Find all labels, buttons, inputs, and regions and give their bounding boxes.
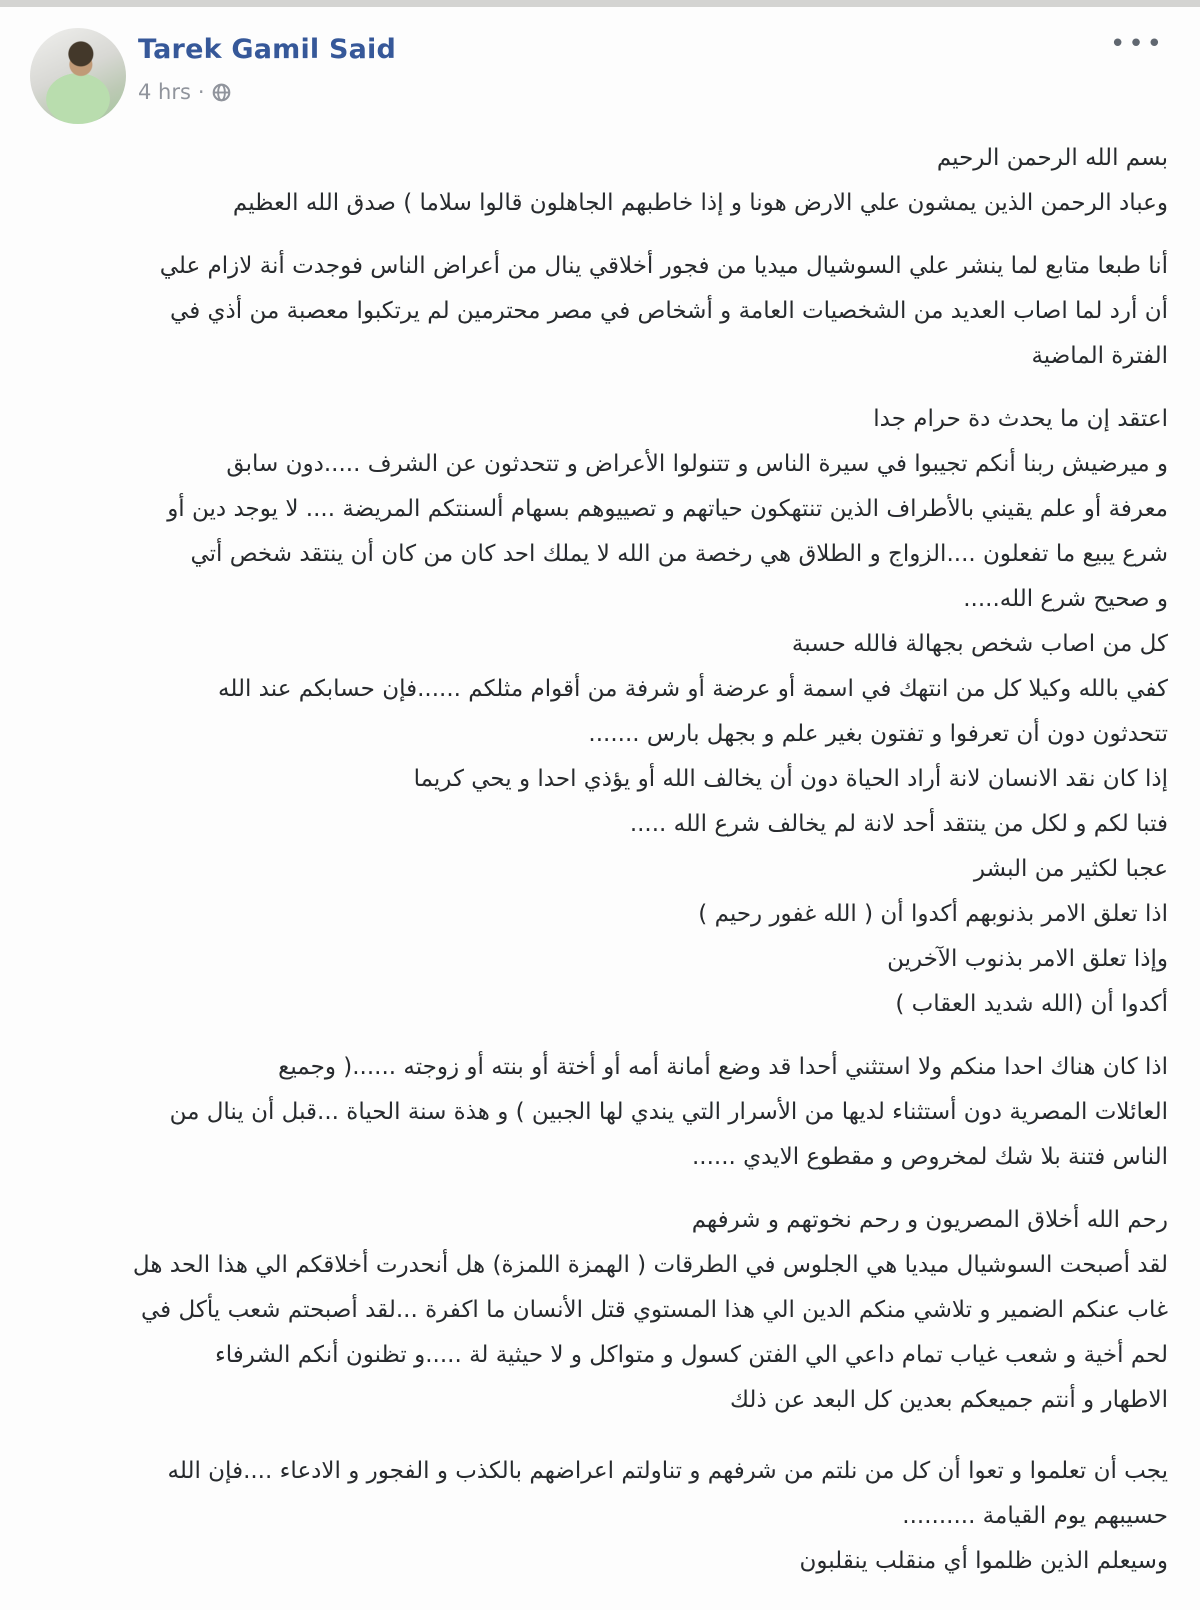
post-text-line: و صحيح شرع الله..... xyxy=(963,586,1168,612)
post-text-line: لقد أصبحت السوشيال ميديا هي الجلوس في الطرقات ( الهمزة اللمزة) هل أنحدرت أخلاقكم الي هذا الحد هل xyxy=(132,1252,1168,1278)
post-text-line: اذا كان هناك احدا منكم ولا استثني أحدا قد وضع أمانة أمه أو أختة أو بنته أو زوجته ......( وجميع xyxy=(278,1054,1168,1080)
post-text-line: أن أرد لما اصاب العديد من الشخصيات العامة و أشخاص في مصر محترمين لم يرتكبوا معصبة من أذي في xyxy=(170,298,1168,324)
post-text-line: غاب عنكم الضمير و تلاشي منكم الدين الي هذا المستوي قتل الأنسان ما اكفرة ...لقد أصبحتم شعب يأكل في xyxy=(141,1297,1168,1323)
post-text-line: تتحدثون دون أن تعرفوا و تفتون بغير علم و بجهل بارس ....... xyxy=(588,721,1168,747)
author-name-link[interactable]: Tarek Gamil Said xyxy=(138,34,397,65)
post-paragraph xyxy=(30,397,1168,1027)
post-text-line: اعتقد إن ما يحدث دة حرام جدا xyxy=(873,406,1168,432)
page-top-divider xyxy=(0,0,1200,7)
post-text-line: حسيبهم يوم القيامة .......... xyxy=(902,1503,1168,1529)
post-text xyxy=(30,136,1168,1602)
post-paragraph xyxy=(30,1198,1168,1423)
post-text-line: الاطهار و أنتم جميعكم بعدين كل البعد عن ذلك xyxy=(730,1387,1168,1413)
post-header xyxy=(30,24,1170,128)
post-text-line: معرفة أو علم يقيني بالأطراف الذين تنتهكون حياتهم و تصييوهم بسهام ألسنتكم المريضة .... لا يوجد دين أو xyxy=(167,496,1168,522)
post-meta xyxy=(138,80,231,104)
post-text-line: شرع يبيع ما تفعلون ....الزواج و الطلاق هي رخصة من الله لا يملك احد كان من كان أن ينتقد شخص أتي xyxy=(190,541,1168,567)
post-text-line: يجب أن تعلموا و تعوا أن كل من نلتم من شرفهم و تناولتم اعراضهم بالكذب و الفجور و الادعاء ....فإن الله xyxy=(167,1458,1168,1484)
post-text-line: فتبا لكم و لكل من ينتقد أحد لانة لم يخالف شرع الله ..... xyxy=(629,811,1168,837)
post-text-line: أنا طبعا متابع لما ينشر علي السوشيال ميديا من فجور أخلاقي ينال من أعراض الناس فوجدت أنة لازام علي xyxy=(159,253,1168,279)
post-text-line: وإذا تعلق الامر بذنوب الآخرين xyxy=(887,946,1168,972)
post-text-line: أكدوا أن (الله شديد العقاب ) xyxy=(895,991,1168,1017)
post-paragraph xyxy=(30,1449,1168,1584)
post-text-line: وعباد الرحمن الذين يمشون علي الارض هونا و إذا خاطبهم الجاهلون قالوا سلاما ) صدق الله العظيم xyxy=(232,190,1168,216)
post-text-line: كل من اصاب شخص بجهالة فالله حسبة xyxy=(791,631,1168,657)
post-text-line: لحم أخية و شعب غياب تمام داعي الي الفتن كسول و متواكل و لا حيثية لة .....و تظنون أنكم الشرفاء xyxy=(214,1342,1168,1368)
meta-separator: · xyxy=(197,80,205,104)
post-text-line: كفي بالله وكيلا كل من انتهك في اسمة أو عرضة أو شرفة من أقوام مثلكم ......فإن حسابكم عند الله xyxy=(218,676,1168,702)
post-options-button[interactable]: ••• xyxy=(1109,29,1165,59)
post-paragraph xyxy=(30,1045,1168,1180)
post-text-line: العائلات المصرية دون أستثناء لديها من الأسرار التي يندي لها الجبين ) و هذة سنة الحياة ...قبل أن ينال من xyxy=(169,1099,1168,1125)
post-text-line: اذا تعلق الامر بذنوبهم أكدوا أن ( الله غفور رحيم ) xyxy=(698,901,1168,927)
post-text-line: وسيعلم الذين ظلموا أي منقلب ينقلبون xyxy=(799,1548,1168,1574)
post-text-line: رحم الله أخلاق المصريون و رحم نخوتهم و شرفهم xyxy=(691,1207,1168,1233)
post-text-line: و ميرضيش ربنا أنكم تجيبوا في سيرة الناس و تتنولوا الأعراض و تتحدثون عن الشرف .....دون سابق xyxy=(226,451,1168,477)
post-paragraph xyxy=(30,244,1168,379)
profile-avatar[interactable] xyxy=(30,28,126,124)
post-text-line: الناس فتنة بلا شك لمخروص و مقطوع الايدي ...... xyxy=(691,1144,1168,1170)
timestamp-link[interactable]: 4 hrs xyxy=(138,80,191,104)
post-text-line: الفترة الماضية xyxy=(1031,343,1168,369)
post-text-line: بسم الله الرحمن الرحيم xyxy=(936,145,1168,171)
post-text-line: إذا كان نقد الانسان لانة أراد الحياة دون أن يخالف الله أو يؤذي احدا و يحي كريما xyxy=(413,766,1168,792)
globe-icon xyxy=(212,83,231,102)
post-paragraph xyxy=(30,136,1168,226)
post-text-line: عجبا لكثير من البشر xyxy=(973,856,1168,882)
